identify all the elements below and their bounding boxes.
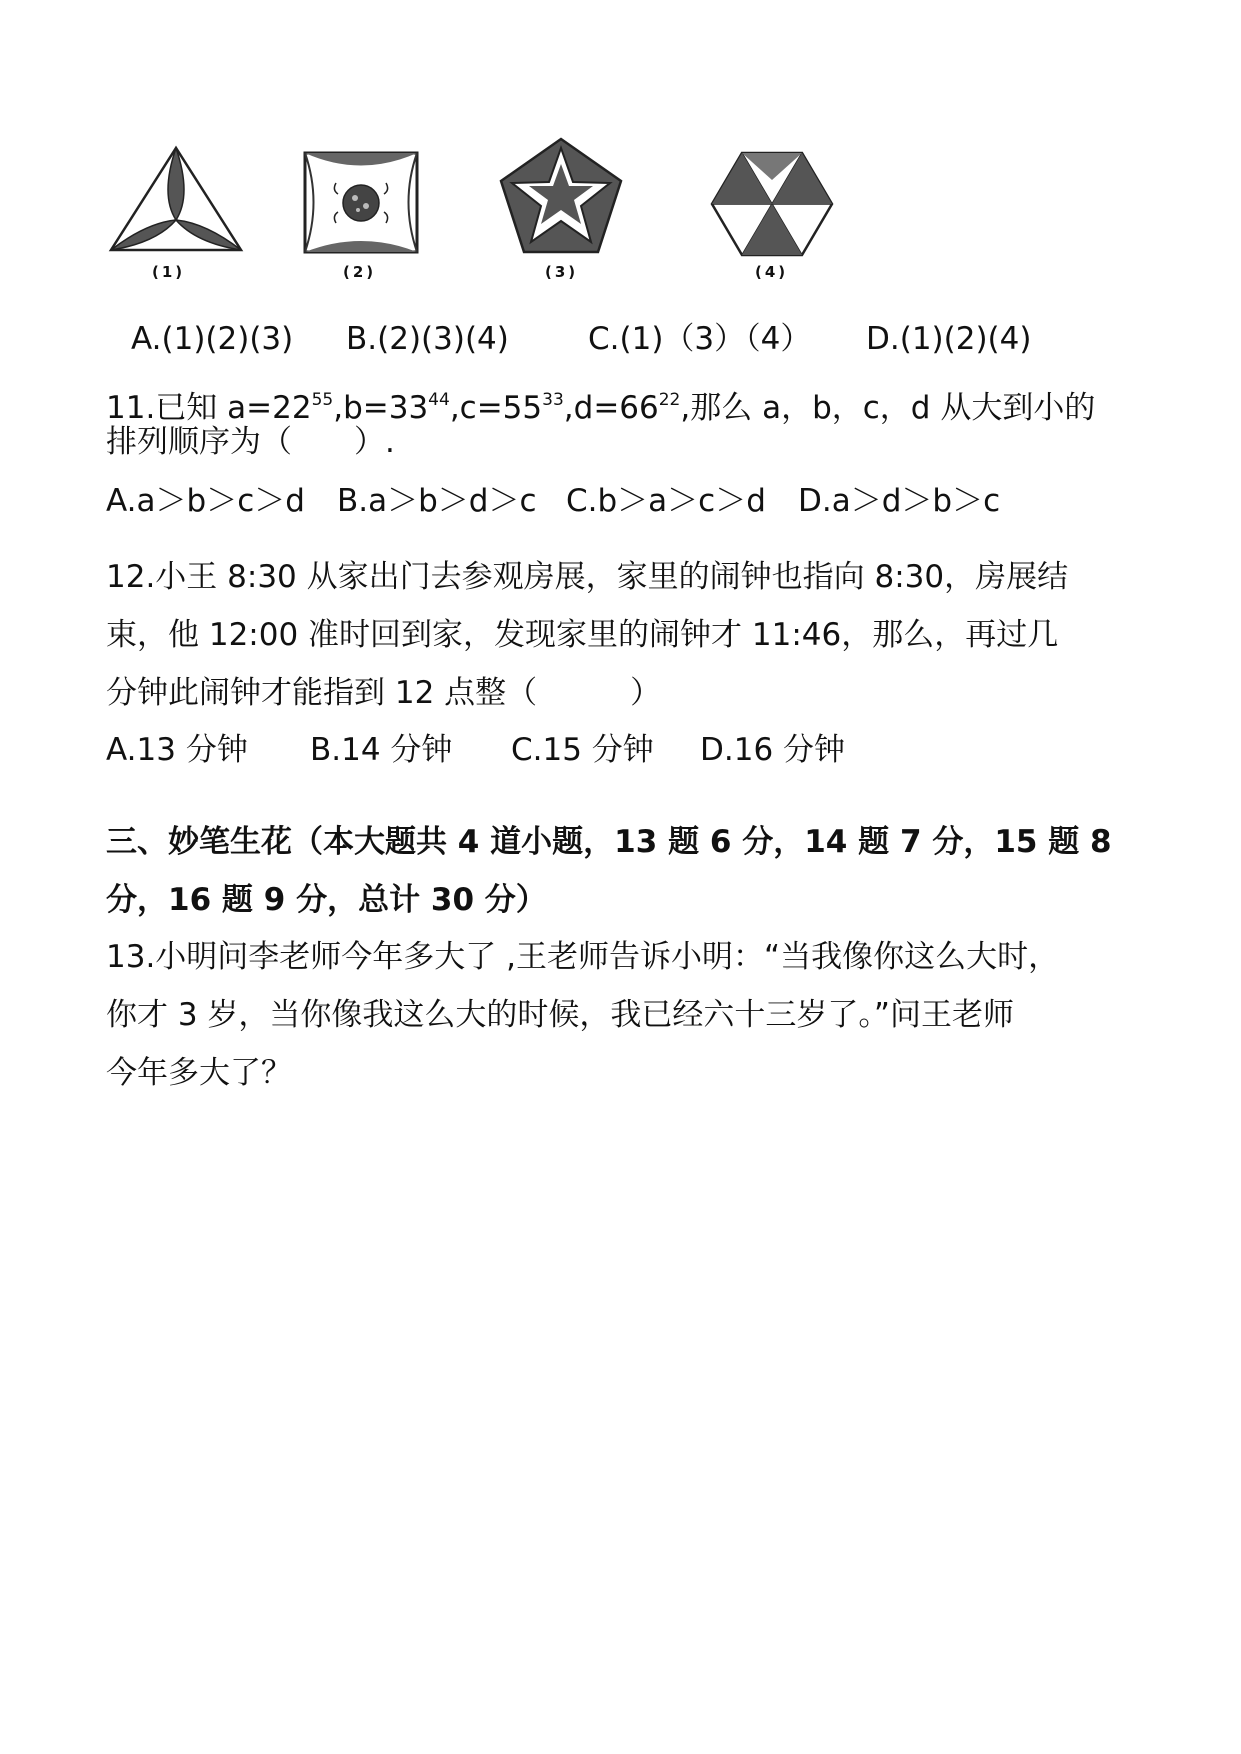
q12-option-a[interactable]: A.13 分钟 [106,732,248,768]
q13-stem-line3: 今年多大了？ [106,1055,292,1091]
figure-3-pentagon [497,136,625,256]
q10-option-d[interactable]: D.(1)(2)(4) [866,321,1032,357]
q12-option-d[interactable]: D.16 分钟 [700,732,846,768]
q11-stem-line1: 11.已知 $a=22^{55},b=33^{44},c=55^{33},d=66^{22}$,那么 a，b，c，d 从大到小的 [106,390,1096,426]
figure-4-hexagon [708,150,836,258]
q11-stem-line2: 排列顺序为（ ）. [106,424,395,460]
q11-exp-a: 55 [311,390,334,410]
q10-option-a[interactable]: A.(1)(2)(3) [131,321,294,357]
figure-1-triangle [106,145,246,255]
q11-exp-b: 44 [428,390,450,410]
q11-option-c[interactable]: C.b＞a＞c＞d [566,483,766,519]
section-3-heading-line2: 分，16 题 9 分，总计 30 分） [106,882,547,918]
q12-stem-line3: 分钟此闹钟才能指到 12 点整（ ） [106,675,662,711]
q11-option-d[interactable]: D.a＞d＞b＞c [798,483,1001,519]
figure-2-caption: (2) [343,263,377,281]
section-3-heading-line1: 三、妙笔生花（本大题共 4 道小题，13 题 6 分，14 题 7 分，15 题 8 [106,824,1112,860]
q10-option-c[interactable]: C.(1)（3）（4） [588,321,812,357]
q11-exp-d: 22 [658,390,681,410]
q13-stem-line2: 你才 3 岁，当你像我这么大的时候，我已经六十三岁了。”问王老师 [106,997,1014,1033]
q11-option-a[interactable]: A.a＞b＞c＞d [106,483,305,519]
q11-exp-c: 33 [542,390,564,410]
q12-option-c[interactable]: C.15 分钟 [511,732,654,768]
q10-option-b[interactable]: B.(2)(3)(4) [346,321,509,357]
figure-4-caption: (4) [755,263,789,281]
q12-option-b[interactable]: B.14 分钟 [310,732,453,768]
q12-stem-line2: 束，他 12:00 准时回到家，发现家里的闹钟才 11:46，那么，再过几 [106,617,1059,653]
figure-2-square [302,150,420,255]
figure-1-caption: (1) [152,263,186,281]
q12-stem-line1: 12.小王 8:30 从家出门去参观房展，家里的闹钟也指向 8:30，房展结 [106,559,1069,595]
q13-stem-line1: 13.小明问李老师今年多大了 ,王老师告诉小明：“当我像你这么大时， [106,939,1060,975]
q11-option-b[interactable]: B.a＞b＞d＞c [337,483,537,519]
figure-3-caption: (3) [545,263,579,281]
